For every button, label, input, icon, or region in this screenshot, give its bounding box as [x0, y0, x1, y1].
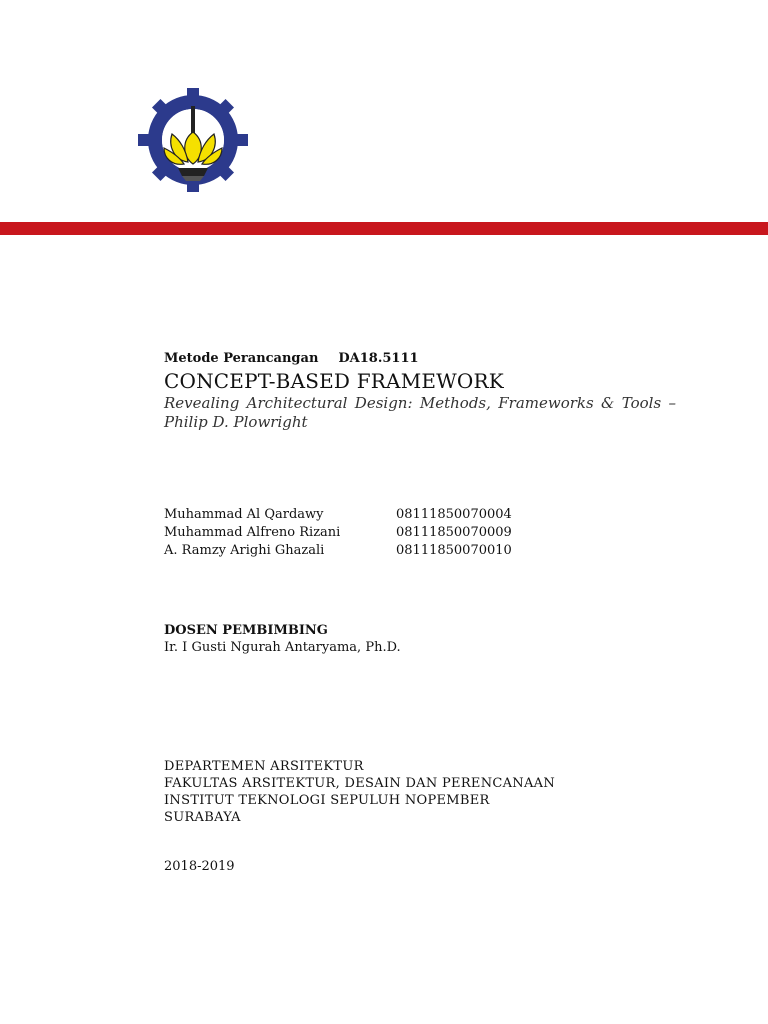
member-name: A. Ramzy Arighi Ghazali: [164, 543, 325, 558]
course-line: [164, 351, 419, 366]
its-logo-icon: [138, 88, 248, 192]
header-red-band: [0, 222, 768, 235]
member-row: [164, 542, 512, 560]
document-title: CONCEPT-BASED FRAMEWORK: [164, 369, 504, 393]
member-id: 08111850070010: [396, 543, 512, 558]
member-row: [164, 524, 512, 542]
document-subtitle-line1: Revealing Architectural Design: Methods, Frameworks & Tools –: [164, 394, 676, 412]
document-subtitle-line2: Philip D. Plowright: [164, 413, 308, 431]
member-name: Muhammad Al Qardawy: [164, 507, 324, 522]
course-name: Metode Perancangan: [164, 351, 319, 366]
course-code: DA18.5111: [338, 351, 419, 366]
member-id: 08111850070009: [396, 525, 512, 540]
member-row: [164, 506, 512, 524]
institution-faculty: FAKULTAS ARSITEKTUR, DESAIN DAN PERENCANAAN: [164, 776, 556, 791]
institution-university: INSTITUT TEKNOLOGI SEPULUH NOPEMBER: [164, 793, 490, 808]
academic-year: 2018-2019: [164, 859, 235, 874]
advisor-label: DOSEN PEMBIMBING: [164, 623, 328, 638]
advisor-name: Ir. I Gusti Ngurah Antaryama, Ph.D.: [164, 640, 401, 655]
institution-department: DEPARTEMEN ARSITEKTUR: [164, 759, 364, 774]
institution-block: [164, 758, 555, 826]
member-name: Muhammad Alfreno Rizani: [164, 525, 341, 540]
member-id: 08111850070004: [396, 507, 512, 522]
member-list: [164, 506, 512, 560]
institution-city: SURABAYA: [164, 810, 241, 825]
